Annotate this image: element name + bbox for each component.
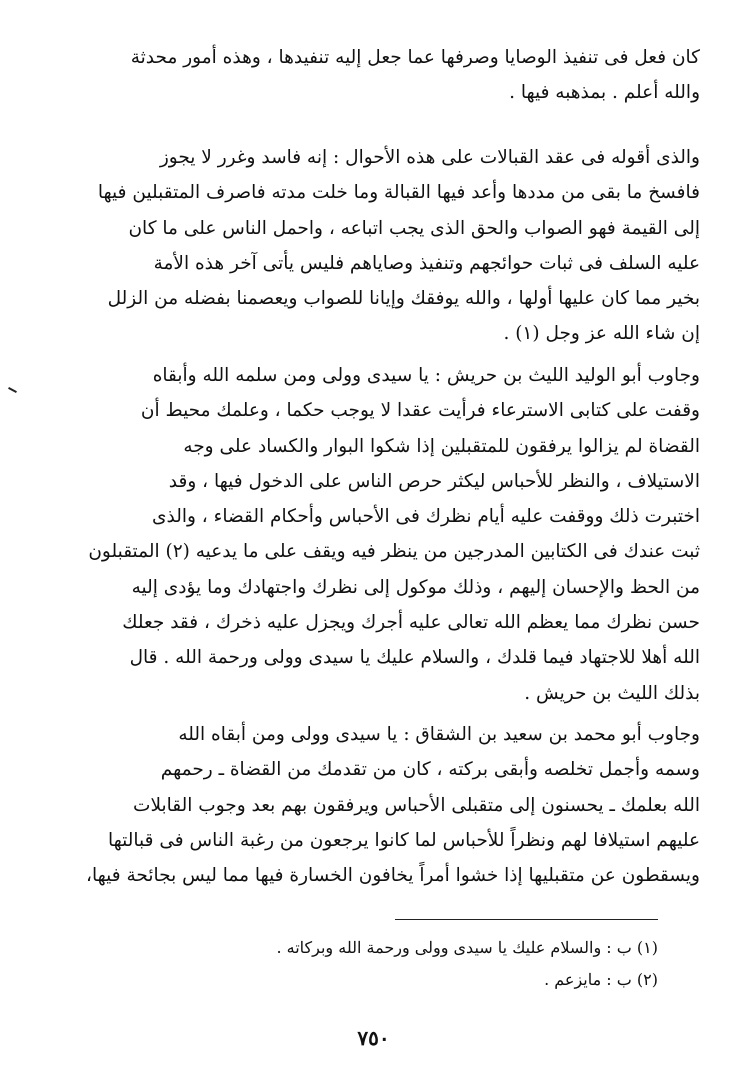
text-line: وقفت على كتابى الاسترعاء فرأيت عقدا لا يوجب حكما ، وعلمك محيط أن xyxy=(140,400,700,422)
footnote-divider xyxy=(395,919,658,920)
text-line: حسن نظرك مما يعظم الله تعالى عليه أجرك ويجزل عليه ذخرك ، فقد جعلك xyxy=(122,612,700,634)
text-line: وجاوب أبو الوليد الليث بن حريش : يا سيدى وولى ومن سلمه الله وأبقاه xyxy=(152,365,700,386)
text-line: بخير مما كان عليها أولها ، والله يوفقك وإيانا للصواب ويعصمنا بفضله من الزلل xyxy=(107,288,700,310)
text-line: والله أعلم . بمذهبه فيها . xyxy=(509,82,700,104)
footnote: (١) ب : والسلام عليك يا سيدى وولى ورحمة الله وبركاته . xyxy=(276,938,658,957)
text-line: القضاة لم يزالوا يرفقون للمتقبلين إذا شكوا البوار والكساد على وجه xyxy=(183,435,700,457)
text-line: ويسقطون عن متقبليها إذا خشوا أمراً يخافون الخسارة فيها مما ليس بجائحة فيها، xyxy=(86,865,700,887)
paragraph xyxy=(58,40,700,111)
text-line: عليهم استيلافا لهم ونظراً للأحباس لما كانوا يرجعون من رغبة الناس فى قبالتها xyxy=(108,829,700,851)
margin-mark xyxy=(8,387,17,393)
text-line: إن شاء الله عز وجل (١) . xyxy=(503,323,700,345)
text-line: وسمه وأجمل تخلصه وأبقى بركته ، كان من تقدمك من القضاة ـ رحمهم xyxy=(160,759,700,781)
text-line: اختبرت ذلك ووقفت عليه أيام نظرك فى الأحباس وأحكام القضاء ، والذى xyxy=(152,506,700,528)
text-line: ثبت عندك فى الكتابين المدرجين من ينظر فيه ويقف على ما يدعيه (٢) المتقبلون xyxy=(88,541,700,563)
text-line: من الحظ والإحسان إليهم ، وذلك موكول إلى نظرك واجتهادك وما يؤدى إليه xyxy=(131,576,700,598)
text-line: وجاوب أبو محمد بن سعيد بن الشقاق : يا سيدى وولى ومن أبقاه الله xyxy=(178,724,700,745)
text-line: كان فعل فى تنفيذ الوصايا وصرفها عما جعل إليه تنفيدها ، وهذه أمور محدثة xyxy=(130,47,700,68)
text-line: والذى أقوله فى عقد القبالات على هذه الأحوال : إنه فاسد وغرر لا يجوز xyxy=(159,147,700,168)
page-number: ٧٥٠ xyxy=(357,1026,390,1050)
text-line: فافسخ ما بقى من مددها وأعد فيها القبالة وما خلت مدته فاصرف المتقبلين فيها xyxy=(97,182,700,204)
text-line: الاستيلاف ، والنظر للأحباس ليكثر حرص الناس على الدخول فيها ، وقد xyxy=(168,470,700,492)
footnotes xyxy=(58,932,658,996)
paragraph xyxy=(58,358,700,711)
footnote: (٢) ب : مايزعم . xyxy=(544,970,658,989)
text-line: عليه السلف فى ثبات حوائجهم وتنفيذ وصاياهم فليس يأتى آخر هذه الأمة xyxy=(153,252,700,274)
text-line: إلى القيمة فهو الصواب والحق الذى يجب اتباعه ، واحمل الناس على ما كان xyxy=(128,217,700,239)
paragraph xyxy=(58,717,700,893)
text-line: بذلك الليث بن حريش . xyxy=(524,682,700,704)
text-line: الله بعلمك ـ يحسنون إلى متقبلى الأحباس ويرفقون بهم بعد وجوب القابلات xyxy=(133,794,700,816)
paragraph xyxy=(58,140,700,352)
text-line: الله أهلا للاجتهاد فيما قلدك ، والسلام عليك يا سيدى وولى ورحمة الله . قال xyxy=(129,647,700,669)
